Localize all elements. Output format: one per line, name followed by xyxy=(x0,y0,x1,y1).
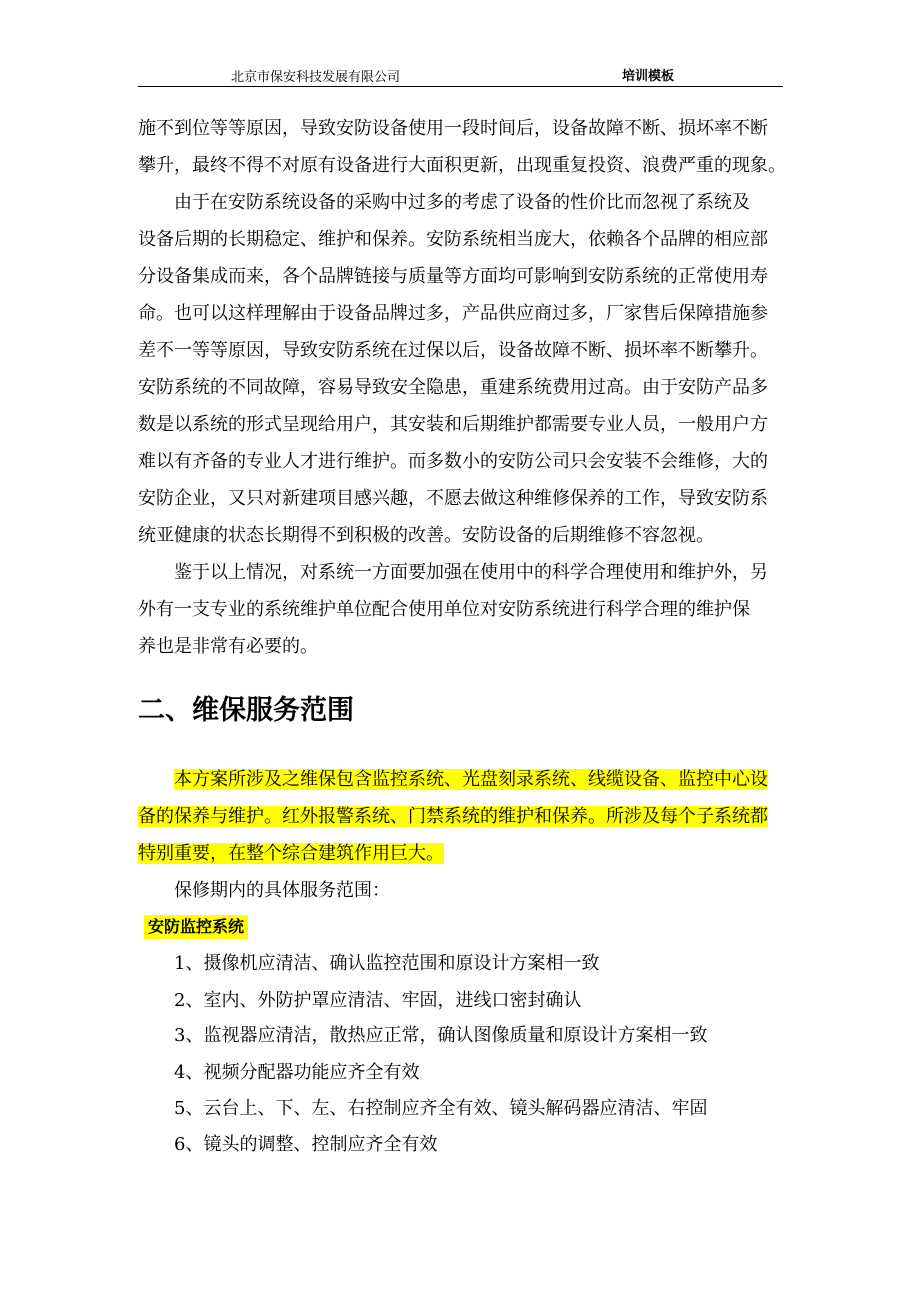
list-item: 6、镜头的调整、控制应齐全有效 xyxy=(174,1134,438,1155)
paragraph-line: 外有一支专业的系统维护单位配合使用单位对安防系统进行科学合理的维护保 xyxy=(138,599,750,620)
paragraph-line: 分设备集成而来，各个品牌链接与质量等方面均可影响到安防系统的正常使用寿 xyxy=(138,266,768,287)
paragraph-line: 命。也可以这样理解由于设备品牌过多，产品供应商过多，厂家售后保障措施参 xyxy=(138,303,768,324)
paragraph-line: 设备后期的长期稳定、维护和保养。安防系统相当庞大，依赖各个品牌的相应部 xyxy=(138,229,768,250)
list-item: 5、云台上、下、左、右控制应齐全有效、镜头解码器应清洁、牢固 xyxy=(174,1098,708,1119)
paragraph-line: 数是以系统的形式呈现给用户，其安装和后期维护都需要专业人员，一般用户方 xyxy=(138,414,768,435)
list-item: 2、室内、外防护罩应清洁、牢固，进线口密封确认 xyxy=(174,990,582,1011)
paragraph-line: 由于在安防系统设备的采购中过多的考虑了设备的性价比而忽视了系统及 xyxy=(174,192,750,213)
highlighted-line xyxy=(138,843,783,865)
header-template-label: 培训模板 xyxy=(622,69,675,84)
paragraph-line: 养也是非常有必要的。 xyxy=(138,636,318,657)
paragraph-line: 难以有齐备的专业人才进行维护。而多数小的安防公司只会安装不会维修，大的 xyxy=(138,451,768,472)
highlighted-text: 本方案所涉及之维保包含监控系统、光盘刻录系统、线缆设备、监控中心设 xyxy=(174,769,768,790)
list-item: 1、摄像机应清洁、确认监控范围和原设计方案相一致 xyxy=(174,953,600,974)
header-company-name: 北京市保安科技发展有限公司 xyxy=(231,70,401,85)
page-header xyxy=(138,62,783,87)
paragraph-line: 攀升，最终不得不对原有设备进行大面积更新，出现重复投资、浪费严重的现象。 xyxy=(138,155,786,176)
scope-intro: 保修期内的具体服务范围： xyxy=(174,880,390,901)
paragraph-line: 安防系统的不同故障，容易导致安全隐患，重建系统费用过高。由于安防产品多 xyxy=(138,377,768,398)
section-heading: 二、维保服务范围 xyxy=(138,695,354,726)
highlighted-text: 备的保养与维护。红外报警系统、门禁系统的维护和保养。所涉及每个子系统都 xyxy=(138,806,768,827)
list-item: 3、监视器应清洁，散热应正常，确认图像质量和原设计方案相一致 xyxy=(174,1025,708,1046)
highlighted-line xyxy=(138,806,783,828)
highlighted-line xyxy=(174,769,783,791)
paragraph-line: 鉴于以上情况，对系统一方面要加强在使用中的科学合理使用和维护外，另 xyxy=(174,562,768,583)
paragraph-line: 统亚健康的状态长期得不到积极的改善。安防设备的后期维修不容忽视。 xyxy=(138,525,714,546)
highlighted-text: 特别重要，在整个综合建筑作用巨大。 xyxy=(138,843,444,864)
paragraph-line: 安防企业，又只对新建项目感兴趣，不愿去做这种维修保养的工作，导致安防系 xyxy=(138,488,768,509)
subsystem-label: 安防监控系统 xyxy=(144,915,248,939)
paragraph-line: 施不到位等等原因，导致安防设备使用一段时间后，设备故障不断、损坏率不断 xyxy=(138,118,768,139)
list-item: 4、视频分配器功能应齐全有效 xyxy=(174,1062,420,1083)
paragraph-line: 差不一等等原因，导致安防系统在过保以后，设备故障不断、损坏率不断攀升。 xyxy=(138,340,768,361)
